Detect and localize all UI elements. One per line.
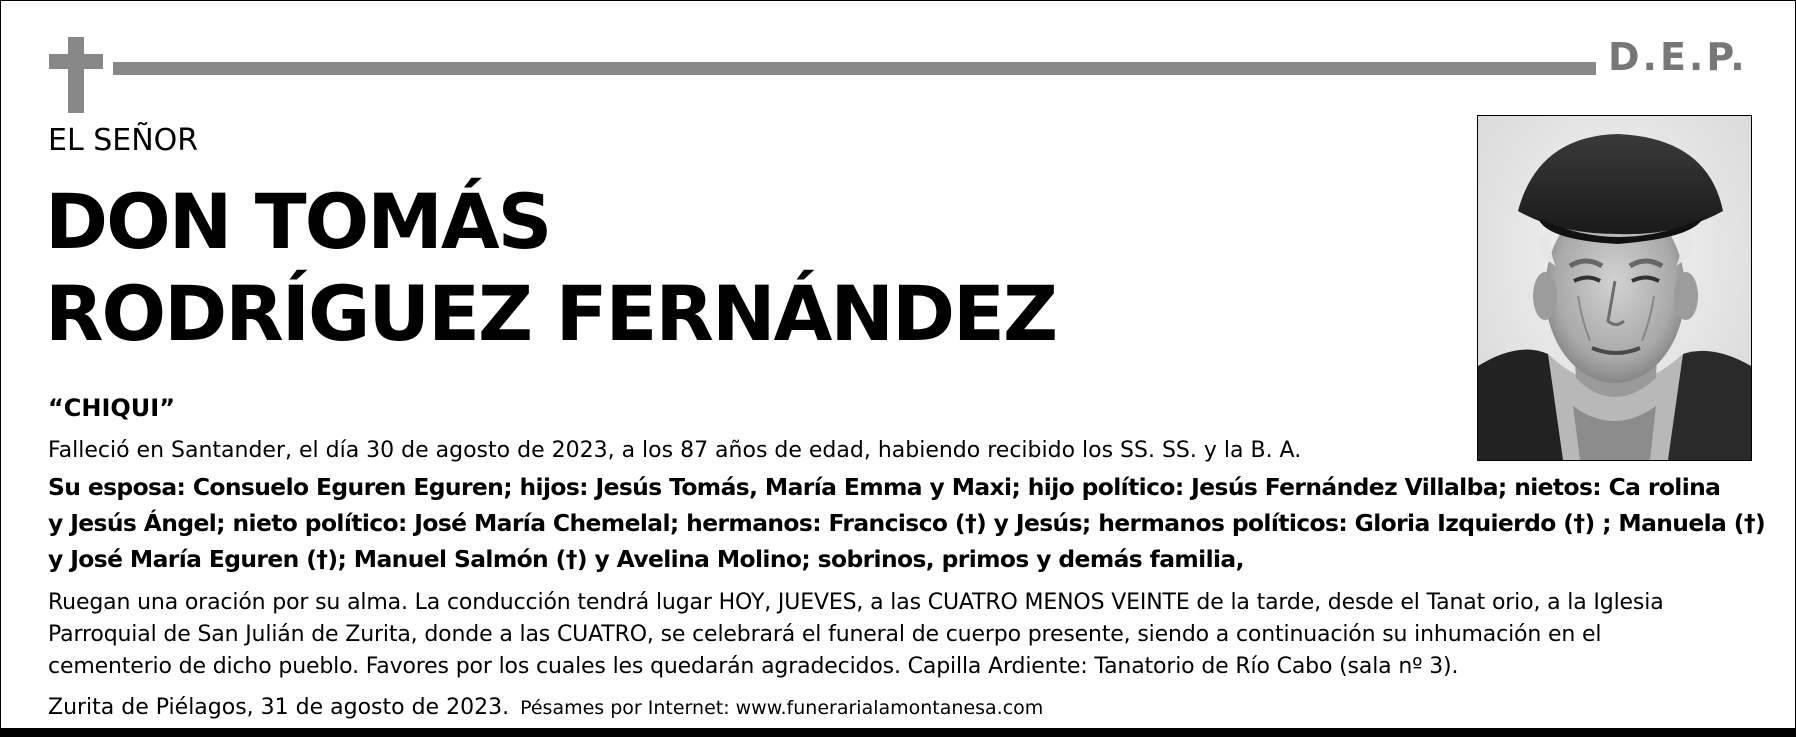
family-line-2: y Jesús Ángel; nieto político: José María Chemelal; hermanos: Francisco (†) y Jesús; hermanos políticos: Gloria Izquierdo (†) ; Manuela (†) — [48, 509, 1766, 537]
bottom-rule — [1, 728, 1795, 736]
family-line-1: Su esposa: Consuelo Eguren Eguren; hijos: Jesús Tomás, María Emma y Maxi; hijo político: Jesús Fernández Villalba; nietos: Ca rolina — [48, 473, 1721, 501]
ceremony-line-2: Parroquial de San Julián de Zurita, donde a las CUATRO, se celebrará el funeral de cuerpo presente, siendo a continuación su inhumación en el — [48, 622, 1602, 647]
name-line-1: DON TOMÁS — [45, 177, 551, 266]
ceremony-line-1: Ruegan una oración por su alma. La conducción tendrá lugar HOY, JUEVES, a las CUATRO MENOS VEINTE de la tarde, desde el Tanat orio, a la Iglesia — [48, 590, 1664, 615]
header-rule — [113, 62, 1596, 75]
nickname: “CHIQUI” — [48, 394, 175, 422]
portrait-photo — [1477, 115, 1752, 461]
dep-label: D.E.P. — [1608, 35, 1748, 79]
honorific-title: EL SEÑOR — [48, 123, 199, 158]
name-line-2: RODRÍGUEZ FERNÁNDEZ — [45, 269, 1057, 358]
deceased-name — [45, 176, 1056, 360]
death-announcement: Falleció en Santander, el día 30 de agosto de 2023, a los 87 años de edad, habiendo recibido los SS. SS. y la B. A. — [48, 438, 1302, 463]
condolences-website: Pésames por Internet: www.funerarialamontanesa.com — [520, 697, 1044, 719]
family-line-3: y José María Eguren (†); Manuel Salmón (†) y Avelina Molino; sobrinos, primos y demás familia, — [48, 545, 1244, 573]
ceremony-line-3: cementerio de dicho pueblo. Favores por los cuales les quedarán agradecidos. Capilla Ardiente: Tanatorio de Río Cabo (sala nº 3). — [48, 654, 1459, 679]
portrait-image — [1478, 116, 1751, 460]
footer — [48, 695, 1043, 720]
place-date: Zurita de Piélagos, 31 de agosto de 2023. — [48, 695, 510, 720]
cross-icon — [49, 37, 103, 113]
